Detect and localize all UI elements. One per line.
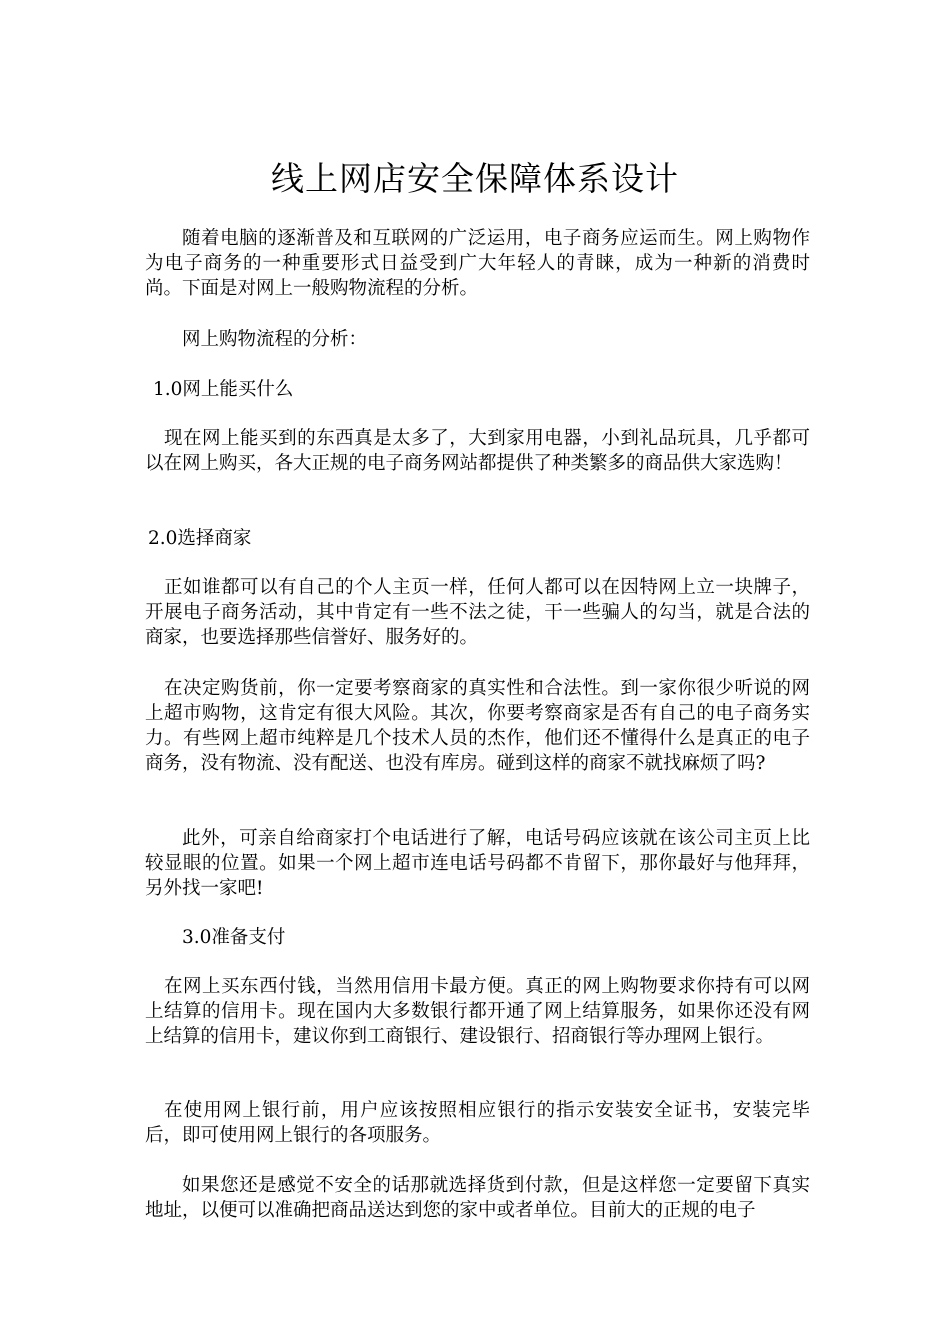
section3-heading: 3.0准备支付: [182, 927, 286, 948]
section1-paragraph: 现在网上能买到的东西真是太多了，大到家用电器，小到礼品玩具，几乎都可以在网上购买，各大正规的电子商务网站都提供了种类繁多的商品供大家选购！: [145, 428, 810, 474]
section3-paragraph-3: 如果您还是感觉不安全的话那就选择货到付款，但是这样您一定要留下真实地址，以便可以准确把商品送达到您的家中或者单位。目前大的正规的电子: [145, 1175, 810, 1221]
section2-heading: 2.0选择商家: [148, 528, 252, 549]
section2-paragraph-2: 在决定购货前，你一定要考察商家的真实性和合法性。到一家你很少听说的网上超市购物，这肯定有很大风险。其次，你要考察商家是否有自己的电子商务实力。有些网上超市纯粹是几个技术人员的杰作，他们还不懂得什么是真正的电子商务，没有物流、没有配送、也没有库房。碰到这样的商家不就找麻烦了吗?: [145, 678, 810, 774]
section2-paragraph-3: 此外，可亲自给商家打个电话进行了解，电话号码应该就在该公司主页上比较显眼的位置。如果一个网上超市连电话号码都不肯留下，那你最好与他拜拜，另外找一家吧!: [145, 828, 810, 899]
section1-heading: 1.0网上能买什么: [153, 379, 294, 400]
document-title: 线上网店安全保障体系设计: [271, 159, 679, 198]
section2-paragraph-1: 正如谁都可以有自己的个人主页一样，任何人都可以在因特网上立一块牌子，开展电子商务活动，其中肯定有一些不法之徒，干一些骗人的勾当，就是合法的商家，也要选择那些信誉好、服务好的。: [145, 577, 810, 648]
analysis-heading: 网上购物流程的分析：: [182, 329, 368, 350]
intro-paragraph: 随着电脑的逐渐普及和互联网的广泛运用，电子商务应运而生。网上购物作为电子商务的一种重要形式日益受到广大年轻人的青睐，成为一种新的消费时尚。下面是对网上一般购物流程的分析。: [145, 228, 810, 299]
section3-paragraph-2: 在使用网上银行前，用户应该按照相应银行的指示安装安全证书，安装完毕后，即可使用网上银行的各项服务。: [145, 1100, 810, 1146]
section3-paragraph-1: 在网上买东西付钱，当然用信用卡最方便。真正的网上购物要求你持有可以网上结算的信用卡。现在国内大多数银行都开通了网上结算服务，如果你还没有网上结算的信用卡，建议你到工商银行、建设银行、招商银行等办理网上银行。: [145, 976, 810, 1047]
